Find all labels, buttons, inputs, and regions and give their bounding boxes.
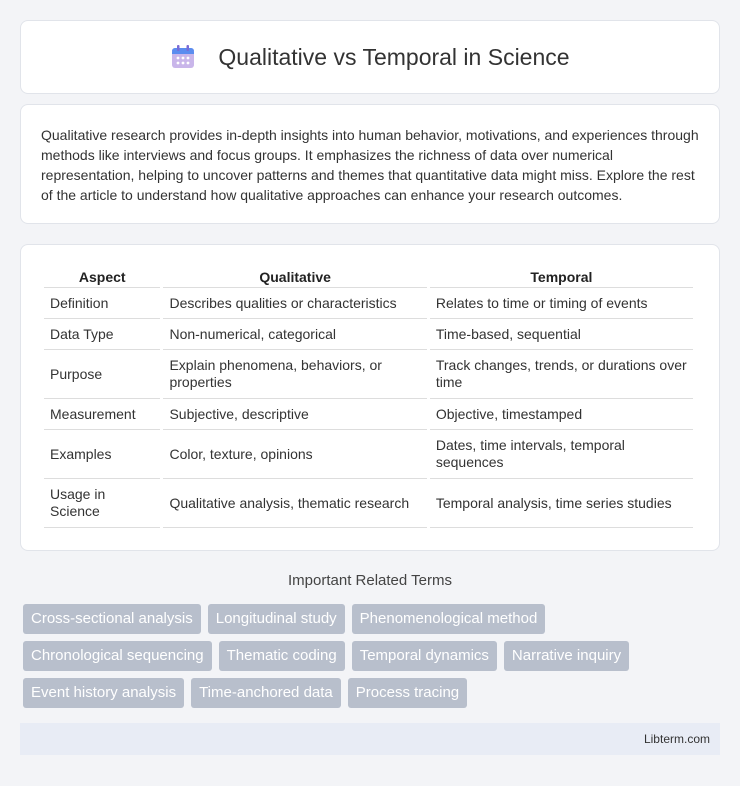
related-term-tag[interactable]: Chronological sequencing bbox=[23, 641, 212, 671]
table-cell: Dates, time intervals, temporal sequences bbox=[430, 430, 693, 479]
table-header-row bbox=[44, 265, 693, 288]
related-term-tag[interactable]: Narrative inquiry bbox=[504, 641, 629, 671]
table-cell: Describes qualities or characteristics bbox=[163, 288, 426, 319]
table-cell: Objective, timestamped bbox=[430, 399, 693, 430]
related-terms-row bbox=[23, 678, 723, 708]
table-header-temporal: Temporal bbox=[430, 265, 693, 288]
table-cell: Explain phenomena, behaviors, or properties bbox=[163, 350, 426, 399]
related-terms-title: Important Related Terms bbox=[288, 572, 452, 589]
footer-link[interactable]: Libterm.com bbox=[643, 732, 710, 746]
related-term-tag[interactable]: Process tracing bbox=[348, 678, 467, 708]
table-cell: Temporal analysis, time series studies bbox=[430, 479, 693, 528]
table-cell: Track changes, trends, or durations over time bbox=[430, 350, 693, 399]
table-header-aspect: Aspect bbox=[44, 265, 160, 288]
related-terms-row bbox=[23, 641, 723, 671]
comparison-table-card bbox=[20, 244, 720, 551]
table-row bbox=[44, 288, 693, 319]
table-cell: Color, texture, opinions bbox=[163, 430, 426, 479]
table-cell: Data Type bbox=[44, 319, 160, 350]
header-card bbox=[20, 20, 720, 94]
intro-text: Qualitative research provides in-depth insights into human behavior, motivations, and experiences through methods like interviews and focus groups. It emphasizes the richness of data over numerical representation, helping to uncover patterns and themes that quantitative data might miss. Explore the rest of the article to understand how qualitative approaches can enhance your research outcomes. bbox=[41, 127, 699, 203]
related-term-tag[interactable]: Event history analysis bbox=[23, 678, 184, 708]
related-term-tag[interactable]: Cross-sectional analysis bbox=[23, 604, 201, 634]
table-cell: Definition bbox=[44, 288, 160, 319]
related-term-tag[interactable]: Thematic coding bbox=[219, 641, 345, 671]
table-cell: Time-based, sequential bbox=[430, 319, 693, 350]
related-terms bbox=[23, 604, 723, 715]
table-cell: Non-numerical, categorical bbox=[163, 319, 426, 350]
calendar-icon bbox=[170, 44, 196, 70]
intro-card bbox=[20, 104, 720, 224]
related-term-tag[interactable]: Phenomenological method bbox=[352, 604, 546, 634]
table-cell: Measurement bbox=[44, 399, 160, 430]
footer bbox=[20, 723, 720, 755]
table-row bbox=[44, 479, 693, 528]
table-row bbox=[44, 399, 693, 430]
table-row bbox=[44, 430, 693, 479]
related-term-tag[interactable]: Temporal dynamics bbox=[352, 641, 497, 671]
table-header-qualitative: Qualitative bbox=[163, 265, 426, 288]
table-cell: Subjective, descriptive bbox=[163, 399, 426, 430]
table-cell: Relates to time or timing of events bbox=[430, 288, 693, 319]
page-title: Qualitative vs Temporal in Science bbox=[218, 43, 570, 70]
related-term-tag[interactable]: Longitudinal study bbox=[208, 604, 345, 634]
table-cell: Purpose bbox=[44, 350, 160, 399]
comparison-table bbox=[41, 265, 696, 528]
table-cell: Qualitative analysis, thematic research bbox=[163, 479, 426, 528]
table-row bbox=[44, 319, 693, 350]
related-term-tag[interactable]: Time-anchored data bbox=[191, 678, 341, 708]
table-row bbox=[44, 350, 693, 399]
related-terms-row bbox=[23, 604, 723, 634]
table-cell: Examples bbox=[44, 430, 160, 479]
table-cell: Usage in Science bbox=[44, 479, 160, 528]
